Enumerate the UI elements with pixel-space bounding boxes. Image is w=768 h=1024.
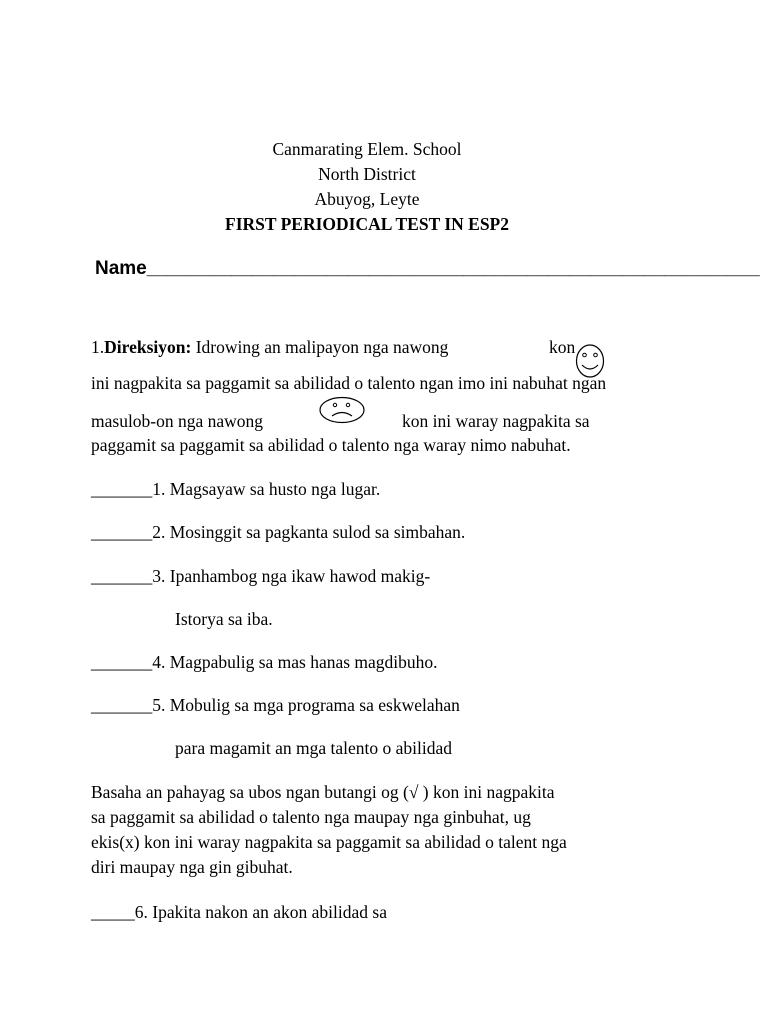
- list-item: [91, 901, 387, 923]
- part2-line-2: sa paggamit sa abilidad o talento nga maupay nga ginbuhat, ug: [91, 807, 531, 827]
- school-name: Canmarating Elem. School: [272, 139, 462, 159]
- answer-blank[interactable]: _____: [91, 902, 135, 922]
- item-text: 4. Magpabulig sa mas hanas magdibuho.: [152, 652, 438, 672]
- test-title: FIRST PERIODICAL TEST IN ESP2: [225, 214, 509, 234]
- item-text: 3. Ipanhambog nga ikaw hawod makig-: [152, 566, 431, 586]
- part2-line-3: ekis(x) kon ini waray nagpakita sa paggamit sa abilidad o talent nga: [91, 832, 567, 852]
- item-text: 2. Mosinggit sa pagkanta sulod sa simbahan.: [152, 522, 466, 542]
- directions-line-3a: masulob-on nga nawong: [91, 411, 264, 431]
- name-label: Name: [95, 258, 147, 279]
- item-text: 5. Mobulig sa mga programa sa eskwelahan: [152, 695, 460, 715]
- item-text: 1. Magsayaw sa husto nga lugar.: [152, 479, 381, 499]
- answer-blank[interactable]: _______: [91, 695, 153, 715]
- answer-blank[interactable]: _______: [91, 652, 153, 672]
- town-name: Abuyog, Leyte: [314, 189, 420, 209]
- list-item: [91, 694, 460, 716]
- directions-text-1: Idrowing an malipayon nga nawong: [195, 337, 449, 357]
- list-item: [91, 565, 430, 587]
- directions-line-1: [91, 336, 448, 358]
- directions-kon: kon: [549, 337, 576, 357]
- name-field[interactable]: [95, 258, 760, 280]
- name-blank: __________________________________________________________: [146, 258, 760, 279]
- answer-blank[interactable]: _______: [91, 566, 153, 586]
- directions-line-4: paggamit sa paggamit sa abilidad o talento nga waray nimo nabuhat.: [91, 435, 571, 455]
- district-name: North District: [318, 164, 416, 184]
- sad-face-icon: [318, 396, 366, 424]
- item-continuation: Istorya sa iba.: [175, 609, 273, 629]
- part2-line-4: diri maupay nga gin gibuhat.: [91, 857, 293, 877]
- answer-blank[interactable]: _______: [91, 479, 153, 499]
- list-item: [91, 651, 438, 673]
- directions-line-2: ini nagpakita sa paggamit sa abilidad o talento ngan imo ini nabuhat ngan: [91, 373, 607, 393]
- directions-number: 1.: [91, 337, 105, 357]
- list-item: [91, 521, 465, 543]
- directions-label: Direksiyon:: [104, 337, 192, 357]
- item-text: 6. Ipakita nakon an akon abilidad sa: [134, 902, 387, 922]
- item-continuation: para magamit an mga talento o abilidad: [175, 738, 452, 758]
- directions-line-3b: kon ini waray nagpakita sa: [402, 411, 590, 431]
- answer-blank[interactable]: _______: [91, 522, 153, 542]
- part2-line-1: Basaha an pahayag sa ubos ngan butangi og (√ ) kon ini nagpakita: [91, 782, 555, 802]
- list-item: [91, 478, 380, 500]
